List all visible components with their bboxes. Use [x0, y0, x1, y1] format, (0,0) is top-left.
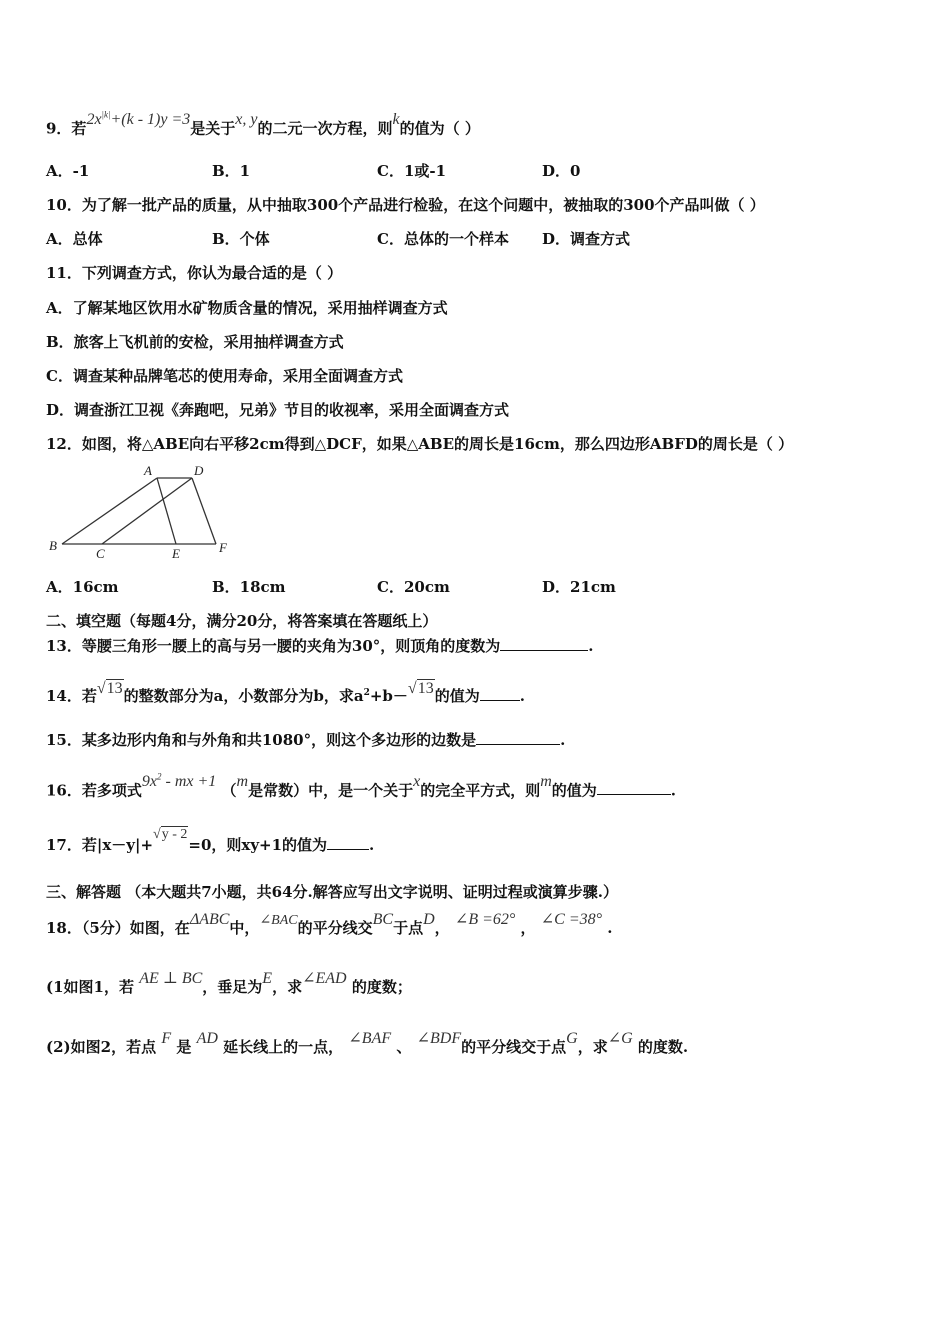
sqrt-13: √13 [96, 680, 123, 697]
q9-equation: $2x^{|k|}+(k - 1)y =3$ [86, 110, 191, 129]
question-13: 13．等腰三角形一腰上的高与另一腰的夹角为30°，则顶角的度数为 . [46, 637, 594, 655]
q11-option-c: C．调查某种品牌笔芯的使用寿命，采用全面调查方式 [46, 367, 403, 385]
q9-option-a: A．-1 [46, 162, 90, 180]
line-df [192, 478, 216, 544]
section-2-heading: 二、填空题（每题4分，满分20分，将答案填在答题纸上） [46, 612, 438, 630]
answer-blank [327, 835, 369, 850]
answer-blank [597, 780, 671, 795]
q16-polynomial: $9x^2$ - mx +1 [141, 772, 217, 791]
q18-part-2: (2)如图2，若点 F 是 AD 延长线上的一点， ∠BAF 、 ∠BDF的平分线交于点G，求∠G 的度数. [46, 1030, 689, 1056]
q9-vars: x, y [235, 111, 258, 129]
q12-option-b: B．18cm [212, 578, 286, 596]
q12-option-a: A．16cm [46, 578, 119, 596]
q12-option-c: C．20cm [377, 578, 450, 596]
sqrt-13-second: √13 [407, 680, 434, 697]
answer-blank [476, 730, 560, 745]
label-a: A [144, 463, 152, 478]
angle-b: ∠B =62° [454, 911, 516, 928]
angle-c: ∠C =38° [540, 911, 603, 928]
answer-blank [500, 636, 588, 651]
label-f: F [219, 540, 227, 555]
q11-option-a: A．了解某地区饮用水矿物质含量的情况，采用抽样调查方式 [46, 299, 448, 317]
q10-option-d: D．调查方式 [542, 230, 631, 248]
line-ba [62, 478, 157, 544]
question-17: 17．若|x－y|+√y - 2=0，则xy+1的值为 . [46, 827, 375, 854]
question-10: 10．为了解一批产品的质量，从中抽取300个产品进行检验，在这个问题中，被抽取的300个产品叫做（ ） [46, 196, 765, 214]
q9-number: 9．若 [46, 119, 87, 138]
question-18: 18．（5分）如图，在ΔABC中，∠BAC的平分线交BC于点D， ∠B =62° ， ∠C =38° . [46, 911, 613, 937]
question-12: 12．如图，将△ABE向右平移2cm得到△DCF，如果△ABE的周长是16cm，那么四边形ABFD的周长是（ ） [46, 435, 794, 453]
q10-option-b: B．个体 [212, 230, 270, 248]
q9-option-c: C．1或-1 [377, 162, 447, 180]
line-cd [102, 478, 192, 544]
question-11: 11．下列调查方式，你认为最合适的是（ ） [46, 264, 343, 282]
q12-figure [44, 462, 244, 562]
question-16: 16．若多项式$9x^2$ - mx +1 （m是常数）中，是一个关于x的完全平方式，则m的值为 . [46, 772, 677, 800]
q11-option-d: D．调查浙江卫视《奔跑吧，兄弟》节目的收视率，采用全面调查方式 [46, 401, 510, 419]
label-c: C [96, 546, 105, 561]
q9-option-d: D．0 [542, 162, 581, 180]
label-b: B [49, 538, 57, 553]
question-14: 14．若√13的整数部分为a，小数部分为b，求$a^2+b-√13$的值为 . [46, 680, 525, 705]
q10-option-c: C．总体的一个样本 [377, 230, 509, 248]
q10-option-a: A．总体 [46, 230, 103, 248]
label-d: D [194, 463, 204, 478]
q11-option-b: B．旅客上飞机前的安检，采用抽样调查方式 [46, 333, 344, 351]
q9-option-b: B．1 [212, 162, 251, 180]
section-3-heading: 三、解答题 （本大题共7小题，共64分.解答应写出文字说明、证明过程或演算步骤.） [46, 883, 618, 901]
question-15: 15．某多边形内角和与外角和共1080°，则这个多边形的边数是 . [46, 731, 566, 749]
q12-option-d: D．21cm [542, 578, 616, 596]
q9-k: k [392, 111, 400, 129]
question-9: 9．若$2x^{|k|}+(k - 1)y =3$是关于x, y的二元一次方程，则k的值为（ ） [46, 110, 480, 138]
q18-part-1: (1如图1，若 AE ⊥ BC，垂足为E，求∠EAD 的度数； [46, 970, 412, 996]
label-e: E [172, 546, 180, 561]
line-ae [157, 478, 176, 544]
sqrt-y-minus-2: √y - 2 [153, 827, 188, 842]
answer-blank [480, 686, 520, 701]
